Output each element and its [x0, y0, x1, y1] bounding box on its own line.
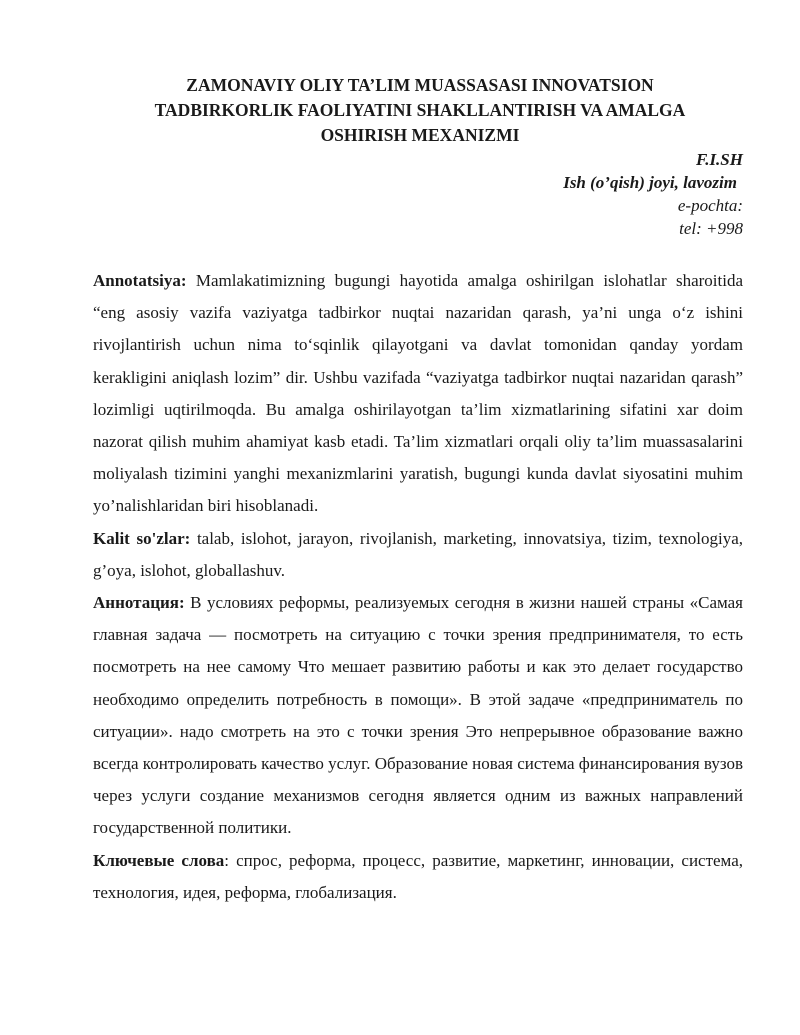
keywords-uz-label: Kalit so'zlar:	[93, 528, 191, 548]
keywords-ru	[93, 845, 743, 909]
keywords-uz-text: talab, islohot, jarayon, rivojlanish, marketing, innovatsiya, tizim, texnologiya, g’oya, islohot, globallashuv.	[93, 528, 743, 580]
annotation-uz	[93, 265, 743, 523]
title-line-3: OSHIRISH MEXANIZMI	[320, 125, 520, 145]
paper-title	[100, 73, 740, 148]
abstract-body	[93, 265, 743, 909]
annotation-uz-text: Mamlakatimizning bugungi hayotida amalga oshirilgan islohatlar sharoitida “eng asosiy vazifa vaziyatga tadbirkor nuqtai nazaridan qarash, ya’ni unga o‘z ishini rivojlantirish uchun nima to‘sqinlik qilayotgani va davlat tomonidan qanday yordam kerakligini aniqlash lozim” dir. Ushbu vazifada “vaziyatga tadbirkor nuqtai nazaridan qarash” lozimligi uqtirilmoqda. Bu amalga oshirilayotgan ta’lim xizmatlarining sifatini xar doim nazorat qilish muhim ahamiyat kasb etadi. Ta’lim xizmatlari orqali oliy ta’lim muassasalarini moliyalash tizimini yanghi mexanizmlarini yaratish, bugungi kunda davlat siyosatini muhim yo’nalishlaridan biri hisoblanadi.	[93, 271, 743, 516]
author-block	[563, 148, 743, 240]
keywords-uz	[93, 523, 743, 587]
keywords-ru-label: Ключевые слова	[93, 850, 225, 870]
annotation-ru-label: Аннотация:	[93, 593, 185, 613]
annotation-ru-text: В условиях реформы, реализуемых сегодня в жизни нашей страны «Самая главная задача — посмотреть на ситуацию с точки зрения предпринимателя, то есть посмотреть на нее самому Что мешает развитию работы и как это делает государство необходимо определить потребность в помощи». В этой задаче «предприниматель по ситуации». надо смотреть на это с точки зрения Это непрерывное образование важно всегда контролировать качество услуг. Образование новая система финансирования вузов через услуги создание механизмов сегодня является одним из важных направлений государственной политики.	[93, 593, 743, 838]
keywords-ru-text: : спрос, реформа, процесс, развитие, маркетинг, инновации, система, технология, идея, реформа, глобализация.	[93, 850, 743, 902]
annotation-uz-label: Annotatsiya:	[93, 271, 187, 290]
author-name: F.I.SH	[696, 150, 743, 169]
author-workplace: Ish (o’qish) joyi, lavozim	[563, 173, 737, 192]
title-line-1: ZAMONAVIY OLIY TA’LIM MUASSASASI INNOVATSION	[186, 75, 654, 95]
annotation-ru	[93, 587, 743, 845]
author-email: e-pochta:	[677, 196, 743, 215]
title-line-2: TADBIRKORLIK FAOLIYATINI SHAKLLANTIRISH VA AMALGA	[154, 100, 686, 120]
author-phone: tel: +998	[679, 219, 743, 238]
